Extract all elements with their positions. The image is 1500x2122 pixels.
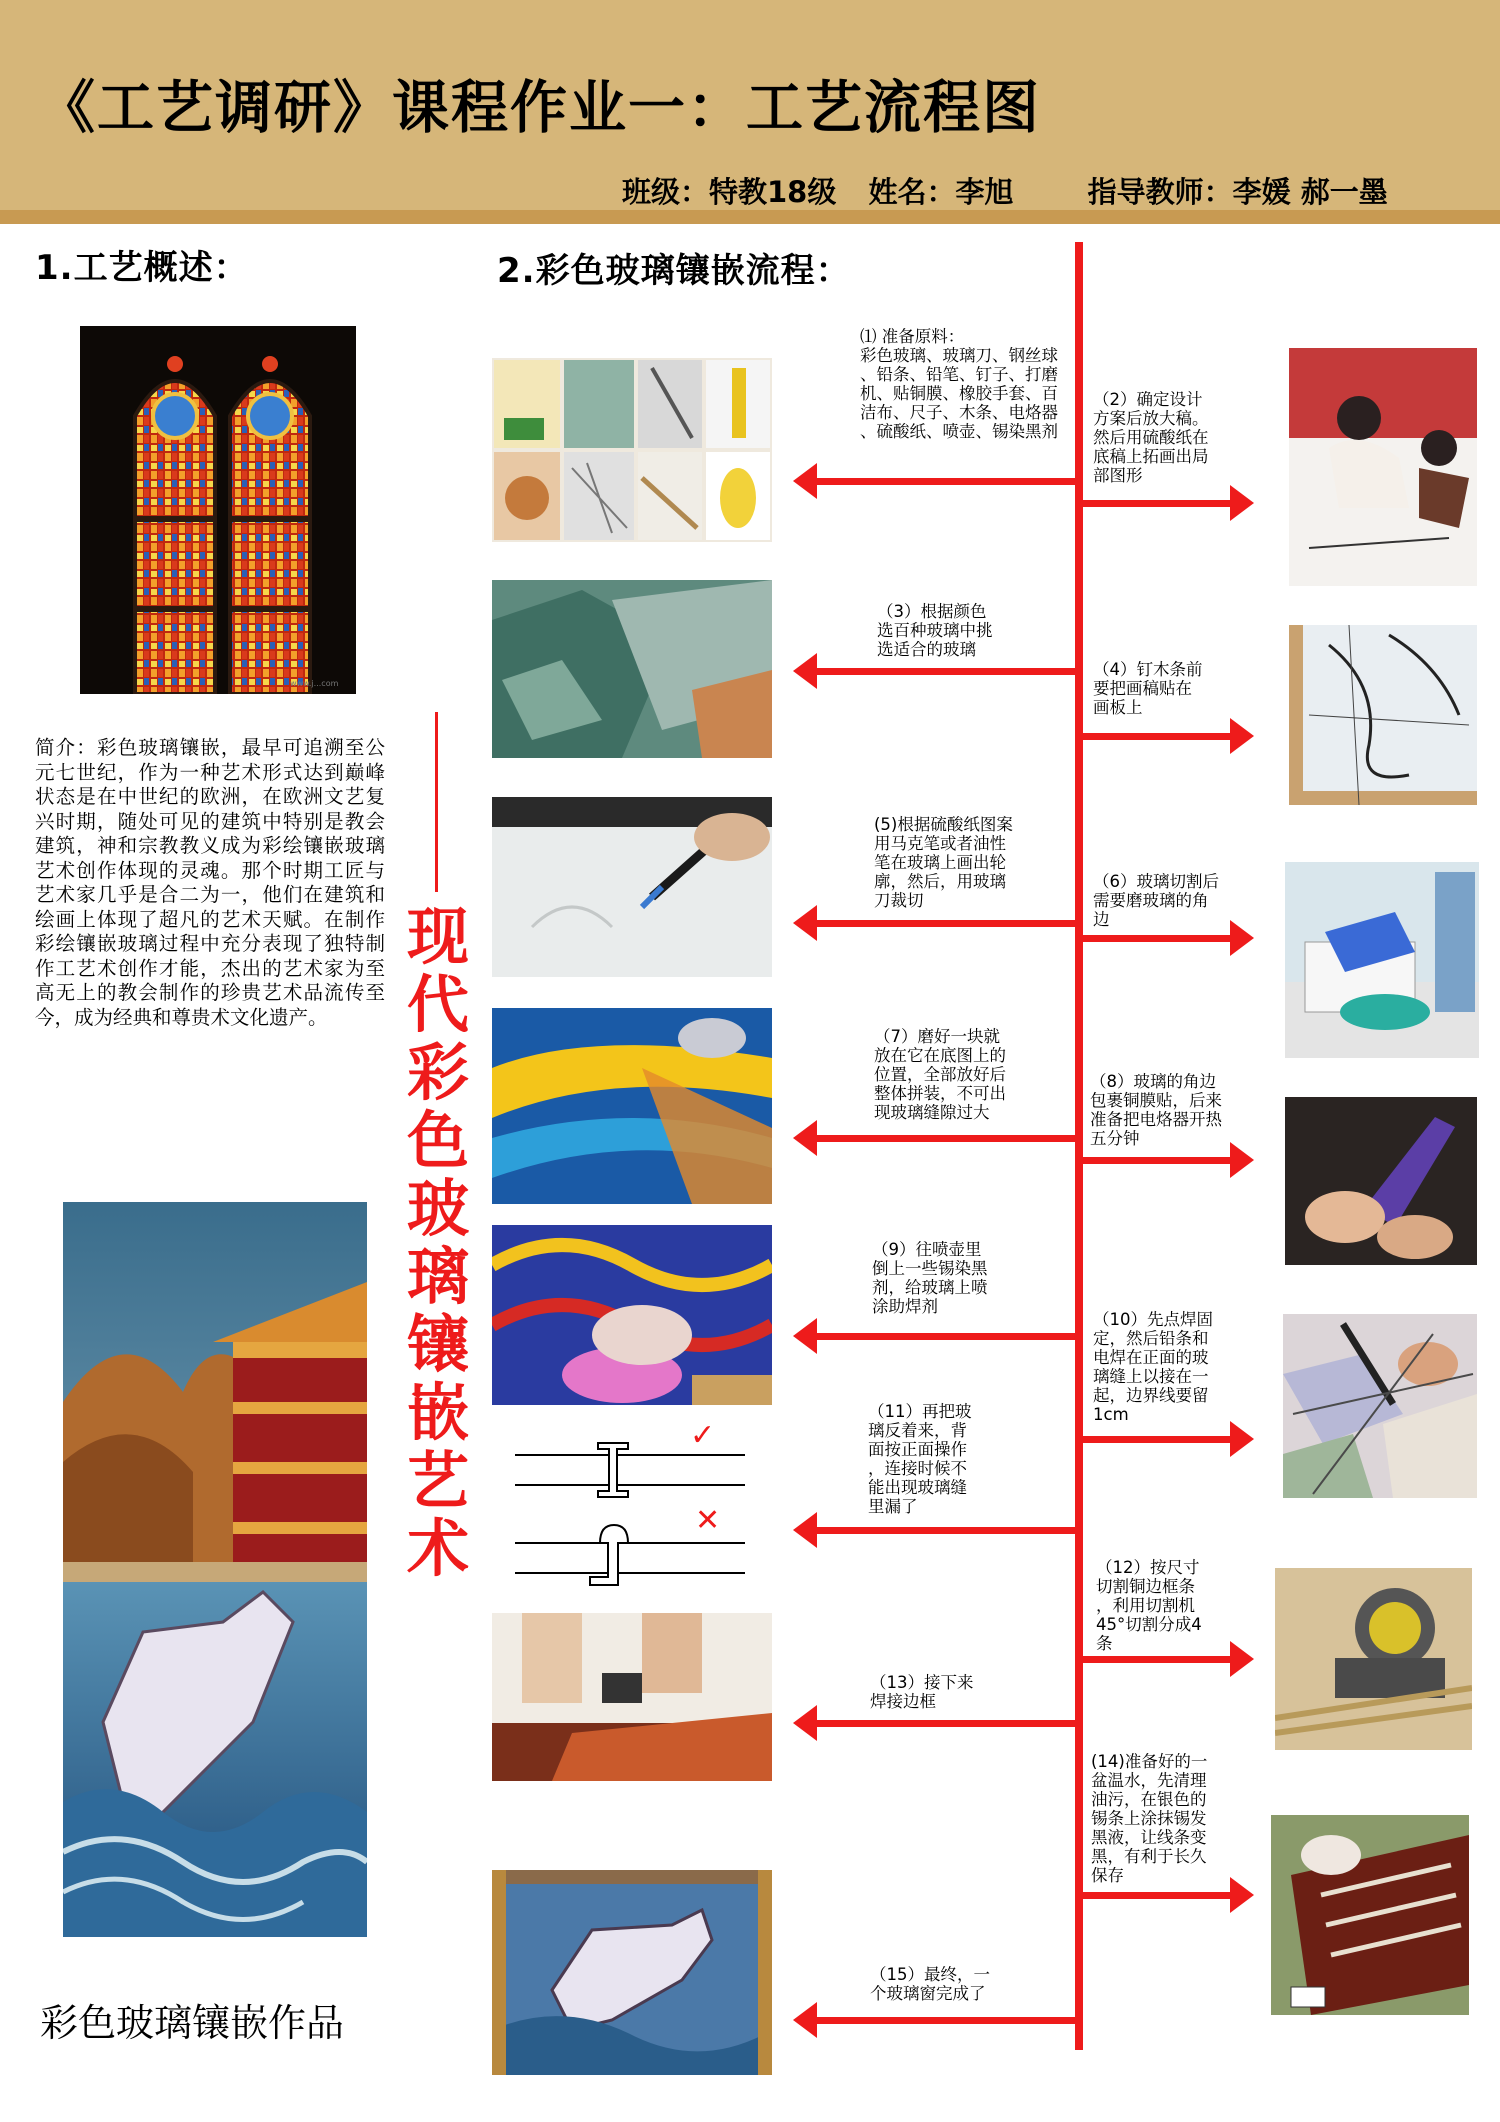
arrow-left-9 <box>815 1333 1077 1340</box>
blackening-photo <box>1271 1815 1469 2015</box>
glass-assembly-photo <box>492 1008 772 1204</box>
step-7-text: （7）磨好一块就 放在它在底图上的 位置，全部放好后 整体拼装，不可出 现玻璃缝隙过大 <box>874 1027 1006 1122</box>
intro-text: 简介：彩色玻璃镶嵌，最早可追溯至公元七世纪，作为一种艺术形式达到巅峰状态是在中世纪的欧洲，在欧洲文艺复兴时期，随处可见的建筑中特别是教会建筑，神和宗教教义成为彩绘镶嵌玻璃艺术创作体现的灵魂。那个时期工匠与艺术家几乎是合二为一，他们在建筑和绘画上体现了超凡的艺术天赋。在制作彩绘镶嵌玻璃过程中充分表现了独特制作工艺术创作才能，杰出的艺术家为至高无上的教会制作的珍贵艺术品流传至今，成为经典和尊贵术文化遗产。 <box>35 736 385 1029</box>
step-4-text: （4）钉木条前 要把画稿贴在 画板上 <box>1093 660 1203 717</box>
arrow-left-7 <box>815 1135 1077 1142</box>
section-process-title: 2.彩色玻璃镶嵌流程： <box>497 251 851 291</box>
vertical-title-line <box>435 712 438 892</box>
header-divider <box>0 210 1500 224</box>
arrow-right-8 <box>1080 1157 1232 1164</box>
step-8-text: （8）玻璃的角边 包裹铜膜贴，后来 准备把电烙器开热 五分钟 <box>1090 1072 1222 1148</box>
teacher-info: 指导教师：李媛 郝一墨 <box>1087 175 1388 209</box>
step-6-text: （6）玻璃切割后 需要磨玻璃的角 边 <box>1093 872 1219 929</box>
arrow-right-4 <box>1080 733 1232 740</box>
flux-spray-photo <box>492 1225 772 1405</box>
step-5-text: (5)根据硫酸纸图案 用马克笔或者油性 笔在玻璃上画出轮 廓，然后，用玻璃 刀裁切 <box>874 815 1013 910</box>
step-12-text: （12）按尺寸 切割铜边框条 ，利用切割机 45°切割分成4 条 <box>1096 1558 1202 1653</box>
step-10-text: （10）先点焊固 定，然后铅条和 电焊在正面的玻 璃缝上以接在一 起，边界线要留 1cm <box>1093 1310 1213 1424</box>
church-window-photo <box>80 326 356 694</box>
step-3-text: （3）根据颜色 选百种玻璃中挑 选适合的玻璃 <box>877 602 993 659</box>
correct-mark: ✓ <box>690 1418 716 1453</box>
materials-collage-photo <box>492 358 772 542</box>
pattern-board-photo <box>1289 625 1477 805</box>
glass-grinding-photo <box>1285 862 1479 1058</box>
step-9-text: （9）往喷壶里 倒上一些锡染黑 剂，给玻璃上喷 涂助焊剂 <box>872 1240 988 1316</box>
step-15-text: （15）最终，一 个玻璃窗完成了 <box>870 1965 990 2003</box>
stained-glass-work-photo <box>63 1202 367 1937</box>
vertical-title: 现代彩色玻璃镶嵌艺术 <box>406 900 469 1585</box>
frame-welding-photo <box>492 1613 772 1781</box>
copper-foil-photo <box>1285 1097 1477 1265</box>
soldering-photo <box>1283 1314 1477 1498</box>
arrow-left-13 <box>815 1720 1077 1727</box>
arrow-right-6 <box>1080 935 1232 942</box>
arrow-right-2 <box>1080 500 1232 507</box>
class-info: 班级：特教18级 <box>622 175 837 209</box>
page-title: 《工艺调研》课程作业一：工艺流程图 <box>38 75 1041 141</box>
arrow-left-1 <box>815 478 1077 485</box>
author-line <box>622 170 1410 211</box>
step-13-text: （13）接下来 焊接边框 <box>870 1673 974 1711</box>
arrow-left-15 <box>815 2017 1077 2024</box>
process-spine <box>1075 242 1083 2050</box>
photo-watermark: www.j...com <box>290 679 339 688</box>
section-overview-title: 1.工艺概述： <box>35 248 249 288</box>
arrow-left-3 <box>815 668 1077 675</box>
glass-cutting-photo <box>492 797 772 977</box>
step-11-text: （11）再把玻 璃反着来，背 面按正面操作 ，连接时候不 能出现玻璃缝 里漏了 <box>868 1402 972 1516</box>
arrow-left-5 <box>815 920 1077 927</box>
name-info: 姓名：李旭 <box>868 175 1014 209</box>
glass-selection-photo <box>492 580 772 758</box>
step-14-text: (14)准备好的一 盆温水，先清理 油污，在银色的 锡条上涂抹锡发 黑液，让线条变 黑，有利于长久 保存 <box>1091 1752 1208 1885</box>
arrow-left-11 <box>815 1527 1077 1534</box>
step-1-text: ⑴ 准备原料： 彩色玻璃、玻璃刀、钢丝球 、铅条、铅笔、钉子、打磨 机、贴铜膜、橡胶手套、百 洁布、尺子、木条、电烙器 、硫酸纸、喷壶、锡染黑剂 <box>860 327 1058 441</box>
drafting-design-photo <box>1289 348 1477 586</box>
step-2-text: （2）确定设计 方案后放大稿。 然后用硫酸纸在 底稿上拓画出局 部图形 <box>1093 390 1209 485</box>
finished-window-photo <box>492 1870 772 2075</box>
arrow-right-12 <box>1080 1656 1232 1663</box>
arrow-right-14 <box>1080 1892 1232 1899</box>
arrow-right-10 <box>1080 1436 1232 1443</box>
wrong-mark: ✕ <box>695 1503 721 1538</box>
frame-cutting-photo <box>1275 1568 1472 1750</box>
works-caption: 彩色玻璃镶嵌作品 <box>40 2001 345 2045</box>
